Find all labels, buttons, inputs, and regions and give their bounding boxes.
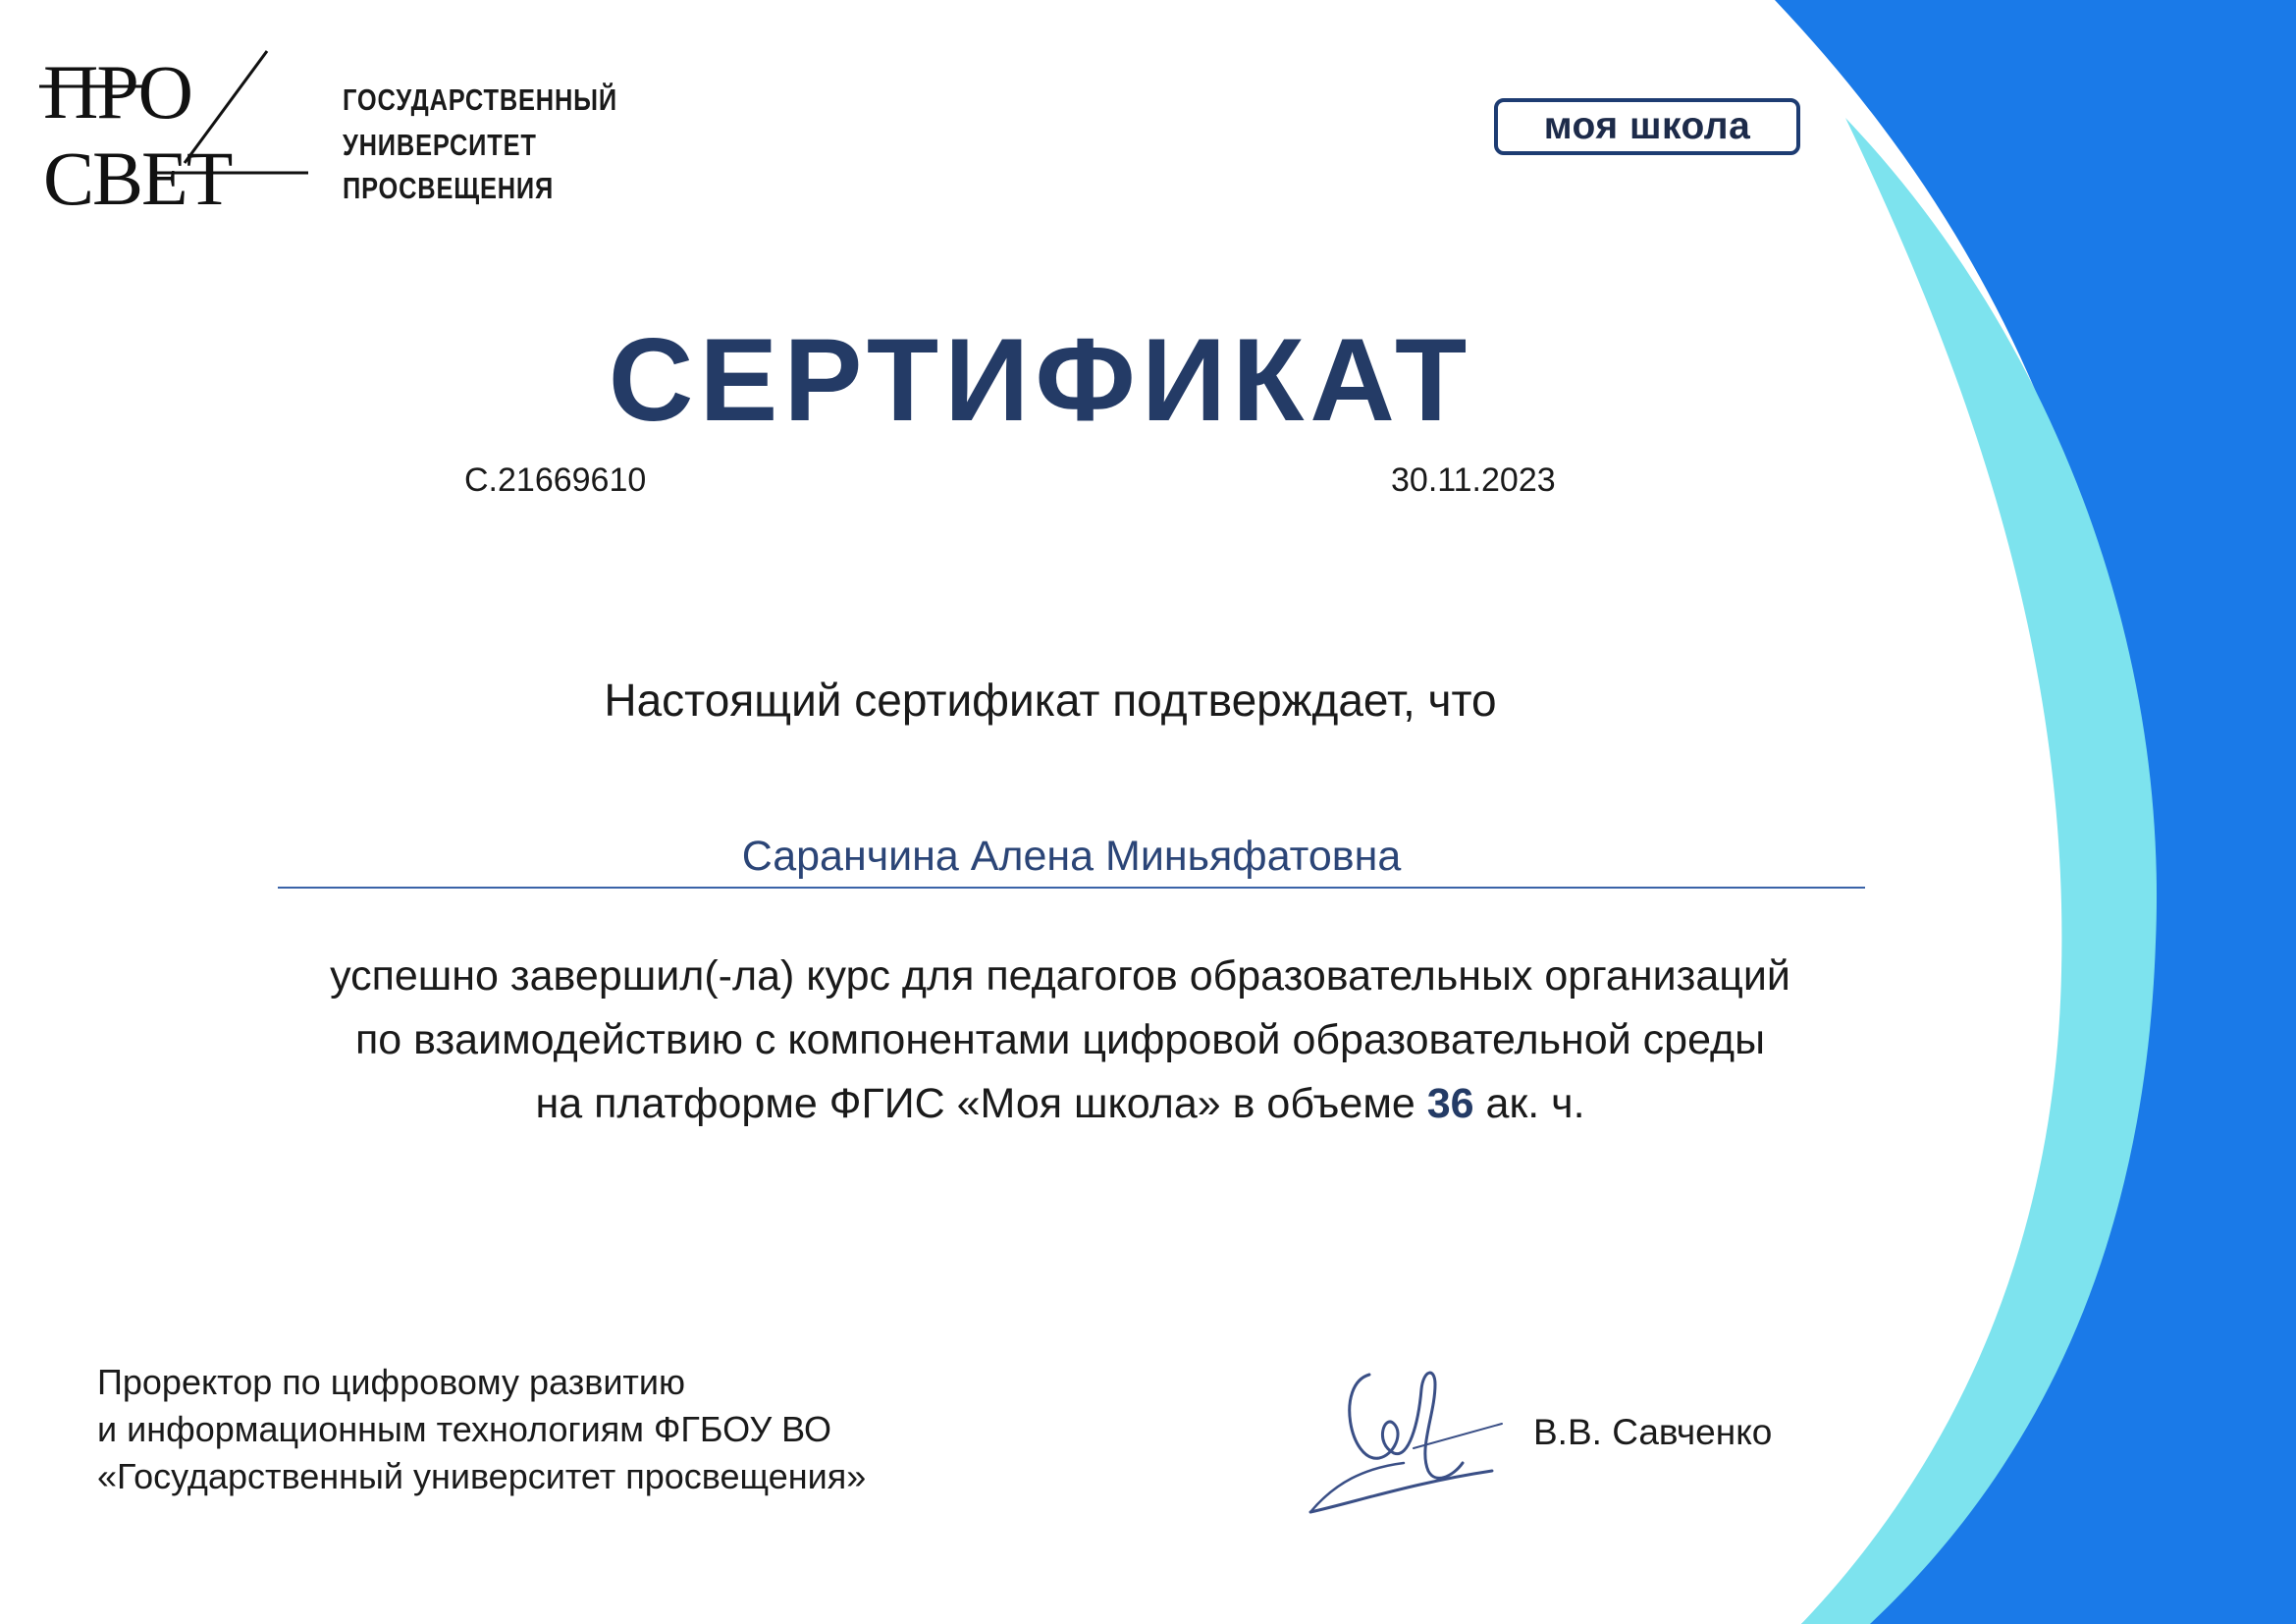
org-name-line-1: ГОСУДАРСТВЕННЫЙ xyxy=(343,82,617,117)
signature-graphic xyxy=(1296,1355,1522,1522)
signer-name: В.В. Савченко xyxy=(1533,1412,1773,1452)
moya-shkola-badge: моя школа xyxy=(1494,98,1800,155)
course-line-3-prefix: на платформе ФГИС «Моя школа» в объеме xyxy=(535,1080,1415,1127)
prosvet-logo xyxy=(39,47,324,214)
course-description xyxy=(0,945,2120,1136)
org-name-line-2: УНИВЕРСИТЕТ xyxy=(343,128,537,162)
recipient-name: Саранчина Алена Миньяфатовна xyxy=(741,833,1402,880)
svg-text:ПРО: ПРО xyxy=(43,49,191,135)
prosvet-logo-graphic xyxy=(39,47,324,214)
certificate-date: 30.11.2023 xyxy=(1391,461,1556,499)
course-hours: 36 xyxy=(1426,1080,1474,1127)
course-line-3-suffix: ак. ч. xyxy=(1485,1080,1585,1127)
org-name-line-3: ПРОСВЕЩЕНИЯ xyxy=(343,171,555,205)
certificate-number: С.21669610 xyxy=(464,461,647,499)
signer-role-line-2: и информационным технологиям ФГБОУ ВО xyxy=(97,1409,832,1449)
course-line-2: по взаимодействию с компонентами цифровой образовательной среды xyxy=(354,1016,1766,1063)
signer-role-line-3: «Государственный университет просвещения» xyxy=(97,1456,867,1496)
recipient-underline xyxy=(278,887,1865,889)
handwritten-signature xyxy=(1296,1355,1522,1522)
svg-text:СВЕТ: СВЕТ xyxy=(43,135,232,214)
course-line-1: успешно завершил(-ла) курс для педагогов образовательных организаций xyxy=(330,952,1790,1000)
course-line-3 xyxy=(0,1072,2120,1136)
signer-role-line-1: Проректор по цифровому развитию xyxy=(97,1362,686,1402)
certificate-title: СЕРТИФИКАТ xyxy=(608,314,1473,446)
confirmation-text: Настоящий сертификат подтверждает, что xyxy=(604,675,1497,726)
signer-role xyxy=(97,1359,866,1500)
